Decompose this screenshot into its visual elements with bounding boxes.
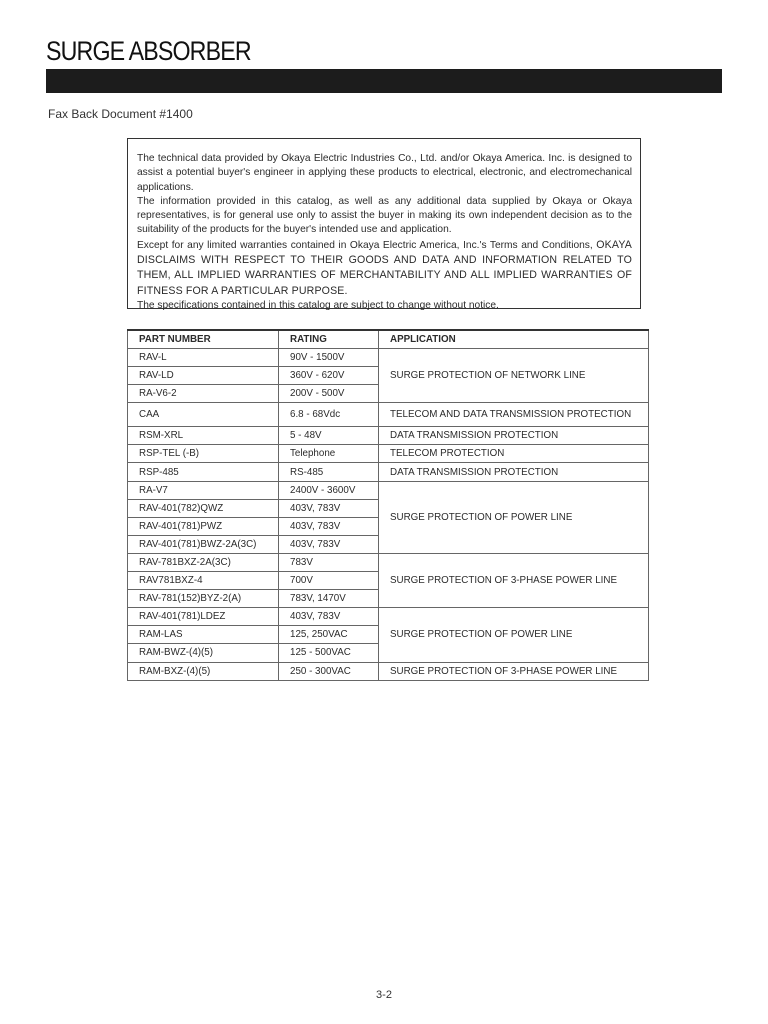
part-number-cell: RAV-401(781)BWZ-2A(3C) [128, 535, 279, 553]
part-number-cell: RAM-BXZ-(4)(5) [128, 662, 279, 680]
disclaimer-paragraph-2: The information provided in this catalog, as well as any additional data supplied by Okaya or Okaya representatives, is for general use only to assist the buyer in making its own independent decision as to the suitability of the products for the buyer's intended use and application. [137, 195, 632, 236]
table-row [128, 553, 649, 571]
part-number-cell: RAV-781(152)BYZ-2(A) [128, 590, 279, 608]
table-row [128, 445, 649, 463]
application-cell: SURGE PROTECTION OF 3-PHASE POWER LINE [379, 553, 649, 607]
rating-cell: 403V, 783V [279, 608, 379, 626]
part-number-cell: RAV-401(782)QWZ [128, 499, 279, 517]
rating-cell: 360V - 620V [279, 367, 379, 385]
rating-cell: 6.8 - 68Vdc [279, 403, 379, 427]
header-rating: RATING [279, 330, 379, 349]
application-cell: TELECOM AND DATA TRANSMISSION PROTECTION [379, 403, 649, 427]
part-number-cell: RAV781BXZ-4 [128, 572, 279, 590]
part-number-cell: RAV-LD [128, 367, 279, 385]
part-number-cell: RSP-TEL (-B) [128, 445, 279, 463]
disclaimer-box [127, 138, 641, 309]
rating-cell: 90V - 1500V [279, 349, 379, 367]
table-row [128, 427, 649, 445]
disclaimer-warranty-caps: OKAYA DISCLAIMS WITH RESPECT TO THEIR GOODS AND DATA AND INFORMATION RELATED TO THEM, ALL IMPLIED WARRANTIES OF MERCHANTABILITY AND ALL IMPLIED WARRANTIES OF FITNESS FOR A PARTICULAR PURPOSE. [137, 238, 632, 297]
disclaimer-paragraph-4: The specifications contained in this catalog are subject to change without notice. [137, 299, 499, 311]
fax-back-document-ref: Fax Back Document #1400 [48, 107, 193, 121]
part-number-cell: CAA [128, 403, 279, 427]
application-cell: SURGE PROTECTION OF POWER LINE [379, 608, 649, 662]
rating-cell: 2400V - 3600V [279, 481, 379, 499]
rating-cell: Telephone [279, 445, 379, 463]
application-cell: TELECOM PROTECTION [379, 445, 649, 463]
part-number-cell: RAV-401(781)PWZ [128, 517, 279, 535]
table-row [128, 463, 649, 481]
table-row [128, 662, 649, 680]
application-cell: DATA TRANSMISSION PROTECTION [379, 463, 649, 481]
rating-cell: 125 - 500VAC [279, 644, 379, 662]
part-number-cell: RA-V6-2 [128, 385, 279, 403]
application-cell: DATA TRANSMISSION PROTECTION [379, 427, 649, 445]
disclaimer-paragraph-1: The technical data provided by Okaya Electric Industries Co., Ltd. and/or Okaya America. Inc. is designed to assist a potential buyer's engineer in applying these products to electrical, electronic, and electromechanical applications. [137, 153, 632, 193]
rating-cell: 250 - 300VAC [279, 662, 379, 680]
table-row [128, 349, 649, 367]
rating-cell: 200V - 500V [279, 385, 379, 403]
page-title: SURGE ABSORBER [46, 36, 251, 66]
product-table-wrap [127, 329, 648, 681]
part-number-cell: RSM-XRL [128, 427, 279, 445]
part-number-cell: RA-V7 [128, 481, 279, 499]
part-number-cell: RAV-401(781)LDEZ [128, 608, 279, 626]
part-number-cell: RAM-LAS [128, 626, 279, 644]
rating-cell: 783V, 1470V [279, 590, 379, 608]
rating-cell: RS-485 [279, 463, 379, 481]
rating-cell: 403V, 783V [279, 499, 379, 517]
application-cell: SURGE PROTECTION OF 3-PHASE POWER LINE [379, 662, 649, 680]
table-row [128, 608, 649, 626]
application-cell: SURGE PROTECTION OF NETWORK LINE [379, 349, 649, 403]
rating-cell: 403V, 783V [279, 535, 379, 553]
rating-cell: 783V [279, 553, 379, 571]
disclaimer-paragraph-3 [137, 238, 632, 299]
rating-cell: 5 - 48V [279, 427, 379, 445]
page-number: 3-2 [376, 989, 392, 1001]
table-row [128, 481, 649, 499]
disclaimer-paragraph-3-text: Except for any limited warranties contained in Okaya Electric America, Inc.'s Terms and Conditions, [137, 239, 593, 251]
header-part-number: PART NUMBER [128, 330, 279, 349]
application-cell: SURGE PROTECTION OF POWER LINE [379, 481, 649, 553]
rating-cell: 700V [279, 572, 379, 590]
part-number-cell: RAV-L [128, 349, 279, 367]
title-bar [46, 69, 722, 93]
part-number-cell: RAV-781BXZ-2A(3C) [128, 553, 279, 571]
product-table [127, 329, 649, 681]
table-header-row [128, 330, 649, 349]
rating-cell: 125, 250VAC [279, 626, 379, 644]
part-number-cell: RSP-485 [128, 463, 279, 481]
header-application: APPLICATION [379, 330, 649, 349]
table-row [128, 403, 649, 427]
rating-cell: 403V, 783V [279, 517, 379, 535]
part-number-cell: RAM-BWZ-(4)(5) [128, 644, 279, 662]
